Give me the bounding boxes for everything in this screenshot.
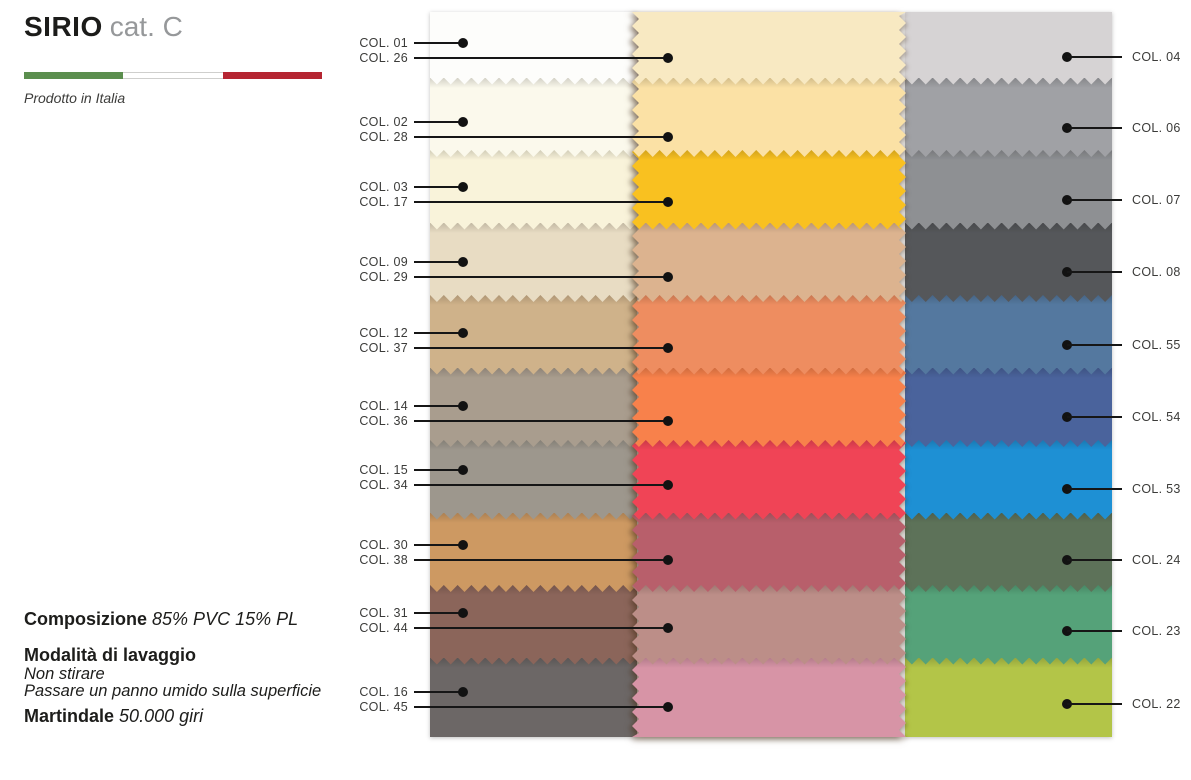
swatch-code-label: COL. 31 (359, 606, 408, 620)
swatch-code-label: COL. 03 (359, 180, 408, 194)
swatch-code-label: COL. 28 (359, 130, 408, 144)
swatch-code-label: COL. 45 (359, 700, 408, 714)
leader-dot (458, 182, 468, 192)
leader-line (1067, 703, 1122, 705)
label-row-col24 (0, 552, 1191, 570)
swatch-code-label: COL. 07 (1132, 193, 1181, 207)
swatch-code-label: COL. 53 (1132, 482, 1181, 496)
swatch-code-label: COL. 23 (1132, 624, 1181, 638)
category-label: cat. C (109, 11, 183, 42)
swatch-code-label: COL. 29 (359, 270, 408, 284)
label-row-col08 (0, 264, 1191, 282)
leader-line (1067, 630, 1122, 632)
washing-instruction-2: Passare un panno umido sulla superficie (24, 682, 322, 700)
swatch-code-label: COL. 34 (359, 478, 408, 492)
made-in-italy-text: Prodotto in Italia (24, 90, 126, 106)
swatch-code-label: COL. 38 (359, 553, 408, 567)
leader-line (1067, 127, 1122, 129)
leader-line (414, 186, 463, 188)
leader-dot (458, 465, 468, 475)
product-name: SIRIO (24, 11, 103, 42)
leader-dot (458, 38, 468, 48)
label-row-col53 (0, 481, 1191, 499)
leader-line (414, 332, 463, 334)
swatch-code-label: COL. 15 (359, 463, 408, 477)
leader-line (1067, 559, 1122, 561)
leader-line (414, 42, 463, 44)
label-row-col23 (0, 623, 1191, 641)
leader-line (1067, 56, 1122, 58)
leader-line (1067, 344, 1122, 346)
swatch-code-label: COL. 17 (359, 195, 408, 209)
swatch-code-label: COL. 12 (359, 326, 408, 340)
leader-line (414, 469, 463, 471)
swatch-code-label: COL. 26 (359, 51, 408, 65)
swatch-code-label: COL. 37 (359, 341, 408, 355)
leader-line (1067, 199, 1122, 201)
swatch-code-label: COL. 22 (1132, 697, 1181, 711)
swatch-code-label: COL. 06 (1132, 121, 1181, 135)
composition-label: Composizione (24, 609, 148, 629)
flag-white-segment (123, 72, 222, 79)
label-row-col07 (0, 192, 1191, 210)
leader-line (414, 691, 463, 693)
swatch-code-label: COL. 44 (359, 621, 408, 635)
leader-line (414, 612, 463, 614)
italy-flag-bar (24, 72, 322, 79)
leader-line (414, 544, 463, 546)
label-row-col54 (0, 409, 1191, 427)
label-row-col04 (0, 49, 1191, 67)
swatch-code-label: COL. 01 (359, 36, 408, 50)
leader-line (1067, 271, 1122, 273)
leader-line (414, 405, 463, 407)
swatch-code-label: COL. 08 (1132, 265, 1181, 279)
flag-green-segment (24, 72, 123, 79)
swatch-code-label: COL. 02 (359, 115, 408, 129)
leader-dot (458, 608, 468, 618)
swatch-code-label: COL. 16 (359, 685, 408, 699)
label-row-col06 (0, 120, 1191, 138)
swatch-code-label: COL. 54 (1132, 410, 1181, 424)
martindale-value: 50.000 giri (119, 706, 204, 726)
swatch-code-label: COL. 09 (359, 255, 408, 269)
composition-value: 85% PVC 15% PL (152, 609, 299, 629)
label-row-col55 (0, 337, 1191, 355)
washing-label: Modalità di lavaggio (24, 645, 197, 665)
swatch-code-label: COL. 30 (359, 538, 408, 552)
swatch-code-label: COL. 55 (1132, 338, 1181, 352)
swatch-code-label: COL. 04 (1132, 50, 1181, 64)
leader-line (414, 261, 463, 263)
martindale-label: Martindale (24, 706, 115, 726)
leader-line (1067, 416, 1122, 418)
label-row-col22 (0, 696, 1191, 714)
swatch-code-label: COL. 24 (1132, 553, 1181, 567)
leader-line (1067, 488, 1122, 490)
swatch-code-label: COL. 14 (359, 399, 408, 413)
leader-dot (458, 540, 468, 550)
swatch-code-label: COL. 36 (359, 414, 408, 428)
flag-red-segment (223, 72, 322, 79)
washing-instruction-1: Non stirare (24, 665, 105, 683)
